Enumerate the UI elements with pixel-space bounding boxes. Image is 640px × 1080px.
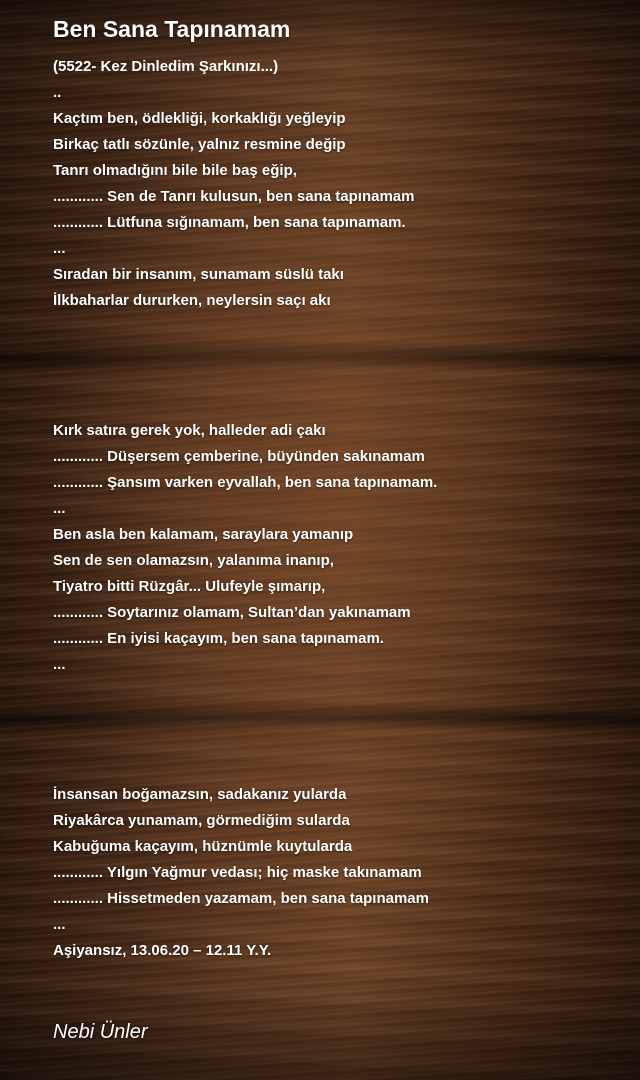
poem-subtitle: (5522- Kez Dinledim Şarkınızı...) [53, 58, 279, 75]
poem-line: Kabuğuma kaçayım, hüznümle kuytularda [53, 838, 353, 855]
poem-line: İnsansan boğamazsın, sadakanız yularda [53, 786, 347, 803]
poem-line: Sen de sen olamazsın, yalanıma inanıp, [53, 552, 334, 569]
poem-line: ... [53, 240, 66, 257]
poem-line: ............ Hissetmeden yazamam, ben sana tapınamam [53, 890, 429, 907]
poem-line: Sıradan bir insanım, sunamam süslü takı [53, 266, 344, 283]
poem-line: Tiyatro bitti Rüzgâr... Ulufeyle şımarıp, [53, 578, 326, 595]
stanza-spacer [53, 314, 613, 418]
poem-line: Aşiyansız, 13.06.20 – 12.11 Y.Y. [53, 942, 272, 959]
poem-line: ............ Soytarınız olamam, Sultan’dan yakınamam [53, 604, 411, 621]
poem-line: ... [53, 656, 66, 673]
stanza-2 [53, 418, 613, 678]
poem-line: İlkbaharlar dururken, neylersin saçı akı [53, 292, 331, 309]
poem-line: Ben asla ben kalamam, saraylara yamanıp [53, 526, 354, 543]
poem-line: ............ Şansım varken eyvallah, ben sana tapınamam. [53, 474, 438, 491]
poem-title: Ben Sana Tapınamam [53, 16, 291, 42]
poem-line: ............ En iyisi kaçayım, ben sana tapınamam. [53, 630, 384, 647]
poem-line: ............ Düşersem çemberine, büyünden sakınamam [53, 448, 425, 465]
poem-body [53, 14, 613, 964]
poem-line: Riyakârca yunamam, görmediğim sularda [53, 812, 350, 829]
poem-line: Kaçtım ben, ödlekliği, korkaklığı yeğleyip [53, 110, 346, 127]
poem-line: .. [53, 84, 62, 101]
poem-line: Kırk satıra gerek yok, halleder adi çakı [53, 422, 326, 439]
poem-author: Nebi Ünler [53, 1021, 148, 1043]
poem-line: Tanrı olmadığını bile bile baş eğip, [53, 162, 297, 179]
poem-line: Birkaç tatlı sözünle, yalnız resmine değip [53, 136, 346, 153]
stanza-spacer [53, 678, 613, 782]
stanza-3 [53, 782, 613, 964]
poem-line: ... [53, 500, 66, 517]
poem-line: ............ Sen de Tanrı kulusun, ben sana tapınamam [53, 188, 415, 205]
poem-line: ............ Lütfuna sığınamam, ben sana tapınamam. [53, 214, 406, 231]
poem-line: ... [53, 916, 66, 933]
stanza-1 [53, 80, 613, 314]
poem-line: ............ Yılgın Yağmur vedası; hiç maske takınamam [53, 864, 422, 881]
